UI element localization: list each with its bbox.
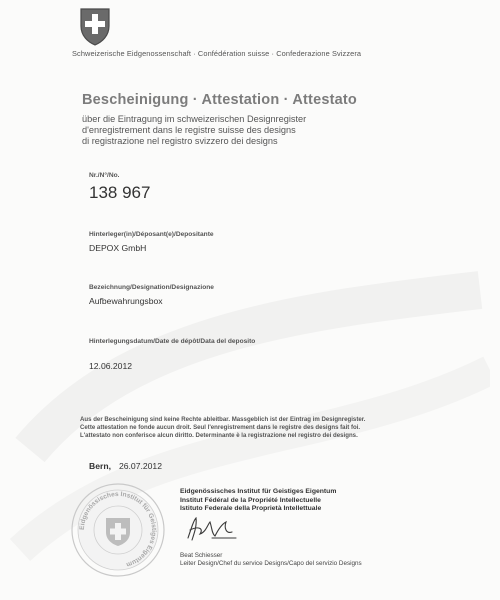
institute-line-de: Eidgenössisches Institut für Geistiges Eigentum — [180, 488, 337, 495]
official-seal-icon — [70, 482, 166, 578]
registration-number: 138 967 — [89, 183, 151, 202]
subtitle-line-fr: d'enregistrement dans le registre suisse des designs — [82, 124, 296, 135]
signer-name: Beat Schiesser — [180, 552, 223, 559]
subtitle-line-it: di registrazione nel registro svizzero dei designs — [82, 135, 278, 146]
federation-line: Schweizerische Eidgenossenschaft · Confédération suisse · Confederazione Svizzera — [72, 49, 362, 58]
disclaimer-line-it: L'attestato non conferisce alcun diritto. Determinante è la registrazione nel registro dei designs. — [80, 432, 358, 440]
seal-text: Eidgenössisches Institut für Geistiges Eigentum — [78, 490, 158, 568]
number-label: Nr./N°/No. — [89, 172, 120, 179]
handwritten-signature — [182, 512, 242, 544]
issue-date: 26.07.2012 — [118, 461, 162, 471]
document-subtitle — [82, 114, 306, 146]
institute-line-fr: Institut Fédéral de la Propriété Intellectuelle — [180, 496, 321, 504]
disclaimer-line-de: Aus der Bescheinigung sind keine Rechte ableitbar. Massgeblich ist der Eintrag im Designregister. — [80, 416, 366, 423]
depositor-value: DEPOX GmbH — [89, 243, 147, 253]
subtitle-line-de: über die Eintragung im schweizerischen Designregister — [82, 114, 307, 124]
document-title: Bescheinigung · Attestation · Attestato — [82, 92, 357, 108]
signer-block — [180, 552, 362, 569]
deposit-date-value: 12.06.2012 — [89, 361, 133, 371]
legal-disclaimer — [80, 416, 425, 440]
depositor-label: Hinterleger(in)/Déposant(e)/Depositante — [89, 231, 214, 238]
designation-value: Aufbewahrungsbox — [89, 296, 163, 306]
institute-line-it: Istituto Federale della Proprietà Intellettuale — [180, 505, 322, 513]
place-and-date — [89, 461, 162, 471]
swiss-coat-of-arms-icon — [78, 6, 112, 46]
signer-role: Leiter Design/Chef du service Designs/Capo del servizio Designs — [180, 560, 362, 568]
institute-name — [180, 488, 336, 514]
issue-place: Bern, — [89, 461, 111, 471]
deposit-date-label: Hinterlegungsdatum/Date de dépôt/Data del deposito — [89, 338, 256, 345]
designation-label: Bezeichnung/Designation/Designazione — [89, 284, 214, 291]
disclaimer-line-fr: Cette attestation ne fonde aucun droit. Seul l'enregistrement dans le registre des designs fait foi. — [80, 424, 361, 432]
